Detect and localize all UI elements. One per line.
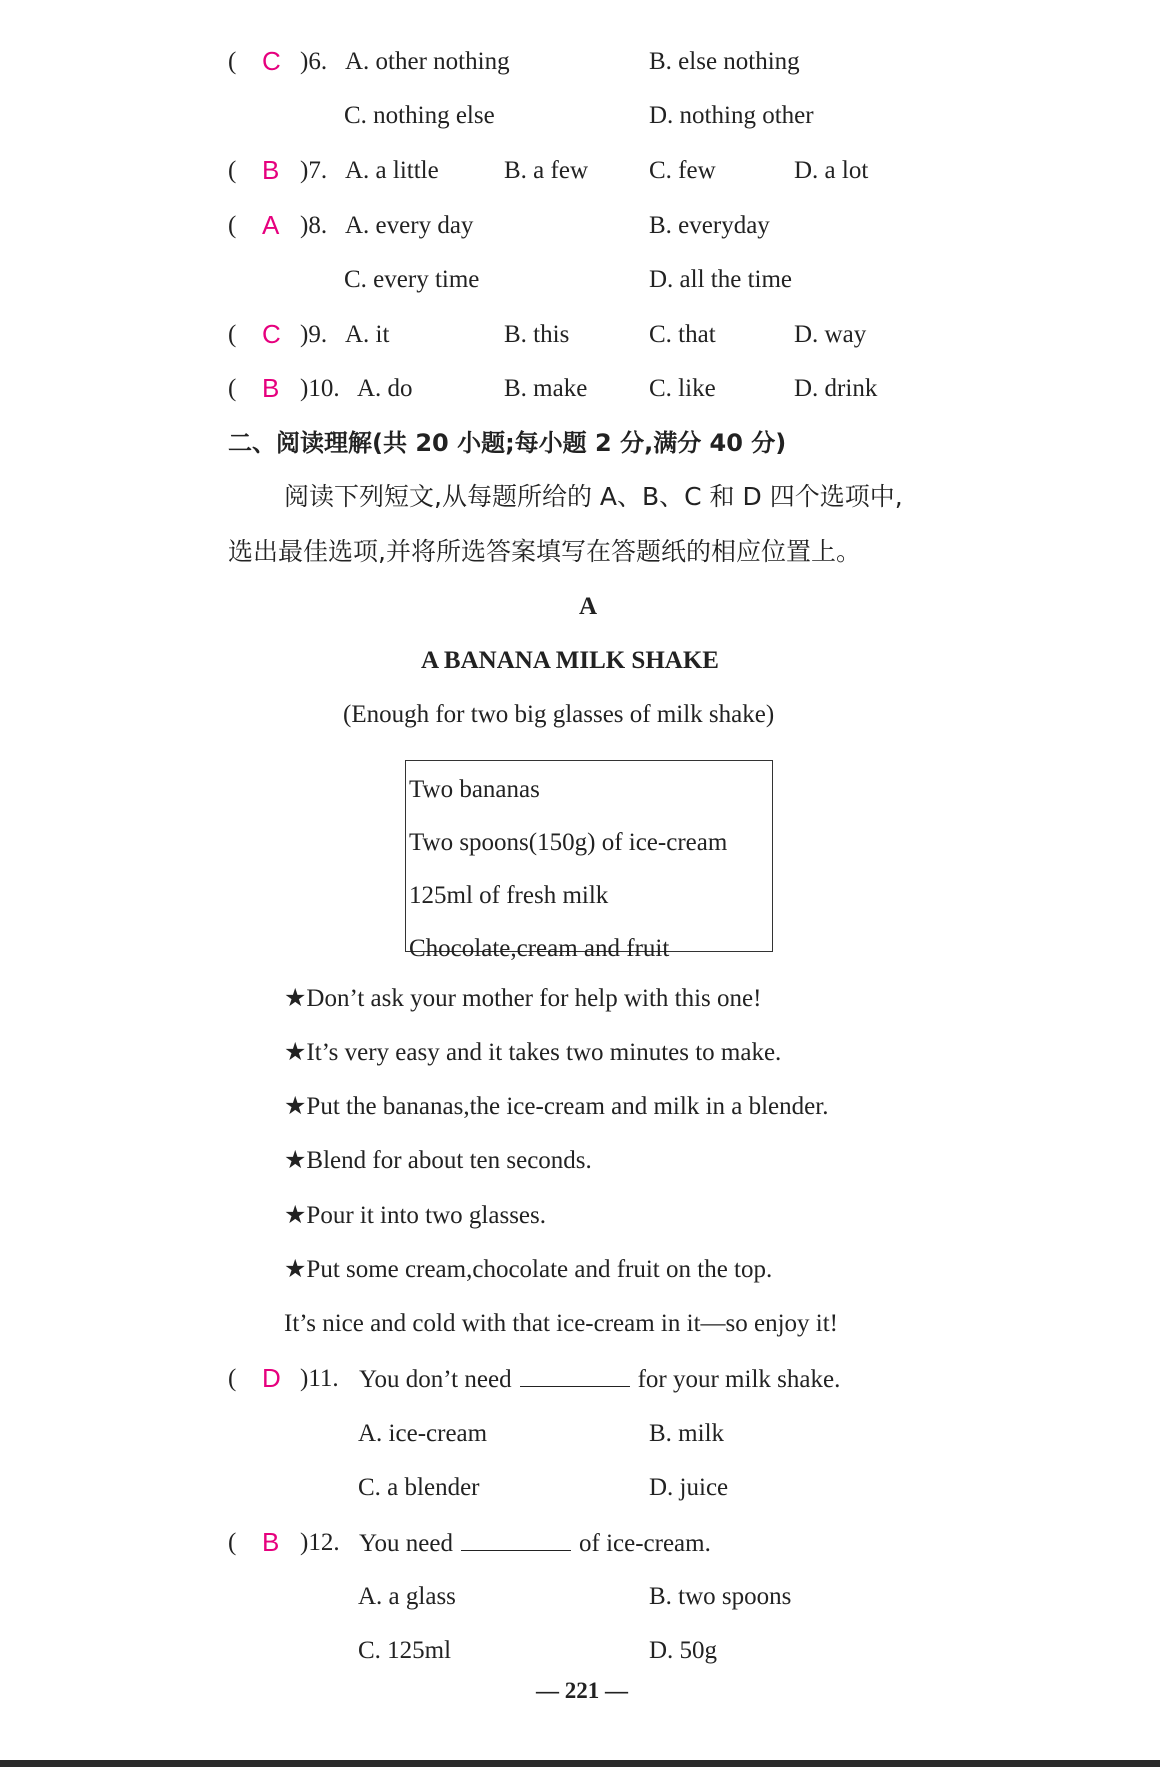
option-a: A. it bbox=[345, 321, 390, 348]
answer-paren-open: ( bbox=[228, 157, 237, 184]
question-number: )6. bbox=[300, 48, 328, 75]
ingredient-item: Two spoons(150g) of ice-cream bbox=[409, 829, 728, 856]
answer-paren-open: ( bbox=[228, 212, 237, 239]
option-c: C. a blender bbox=[358, 1474, 480, 1501]
instruction-line-1: 阅读下列短文,从每题所给的 A、B、C 和 D 四个选项中, bbox=[284, 482, 903, 511]
answer-mark: D bbox=[262, 1363, 281, 1393]
answer-paren-open: ( bbox=[228, 321, 237, 348]
option-c: C. that bbox=[649, 321, 716, 348]
option-d: D. a lot bbox=[794, 157, 869, 184]
answer-mark: A bbox=[262, 210, 280, 240]
answer-blank bbox=[461, 1528, 571, 1551]
answer-mark: B bbox=[262, 373, 280, 403]
stem-after: for your milk shake. bbox=[637, 1366, 841, 1393]
step-item: ★It’s very easy and it takes two minutes to make. bbox=[284, 1039, 782, 1066]
ingredient-item: Two bananas bbox=[409, 776, 540, 803]
passage-closing: It’s nice and cold with that ice-cream in it—so enjoy it! bbox=[284, 1310, 839, 1337]
question-number: )10. bbox=[300, 375, 340, 402]
option-d: D. drink bbox=[794, 375, 878, 402]
answer-blank bbox=[520, 1364, 630, 1387]
option-c: C. few bbox=[649, 157, 716, 184]
option-b: B. else nothing bbox=[649, 48, 800, 75]
ingredient-item: Chocolate,cream and fruit bbox=[409, 935, 670, 962]
question-number: )8. bbox=[300, 212, 328, 239]
stem-after: of ice-cream. bbox=[579, 1530, 711, 1557]
answer-paren-open: ( bbox=[228, 375, 237, 402]
option-b: B. two spoons bbox=[649, 1583, 792, 1610]
answer-paren-open: ( bbox=[228, 1529, 237, 1556]
bottom-edge-bar bbox=[0, 1760, 1160, 1767]
step-item: ★Blend for about ten seconds. bbox=[284, 1147, 592, 1174]
answer-paren-open: ( bbox=[228, 48, 237, 75]
option-a: A. a glass bbox=[358, 1583, 456, 1610]
answer-mark: C bbox=[262, 46, 281, 76]
option-a: A. every day bbox=[345, 212, 474, 239]
answer-paren-open: ( bbox=[228, 1365, 237, 1392]
option-b: B. milk bbox=[649, 1420, 725, 1447]
option-a: A. ice-cream bbox=[358, 1420, 488, 1447]
ingredient-item: 125ml of fresh milk bbox=[409, 882, 609, 909]
option-b: B. a few bbox=[504, 157, 588, 184]
question-number: )7. bbox=[300, 157, 328, 184]
answer-mark: C bbox=[262, 319, 281, 349]
step-item: ★Pour it into two glasses. bbox=[284, 1202, 546, 1229]
section-heading: 二、阅读理解(共 20 小题;每小题 2 分,满分 40 分) bbox=[228, 429, 787, 457]
answer-mark: B bbox=[262, 1527, 280, 1557]
option-d: D. nothing other bbox=[649, 102, 814, 129]
question-stem bbox=[359, 1528, 711, 1559]
question-number: )11. bbox=[300, 1365, 339, 1392]
page-number: — 221 — bbox=[536, 1678, 628, 1703]
step-item: ★Don’t ask your mother for help with this one! bbox=[284, 985, 762, 1012]
option-a: A. a little bbox=[345, 157, 439, 184]
passage-title: A BANANA MILK SHAKE bbox=[421, 647, 719, 674]
passage-subtitle: (Enough for two big glasses of milk shake) bbox=[343, 701, 775, 728]
question-number: )12. bbox=[300, 1529, 340, 1556]
option-b: B. everyday bbox=[649, 212, 770, 239]
option-c: C. 125ml bbox=[358, 1637, 452, 1664]
option-a: A. other nothing bbox=[345, 48, 510, 75]
stem-before: You need bbox=[359, 1530, 453, 1557]
option-b: B. make bbox=[504, 375, 588, 402]
instruction-line-2: 选出最佳选项,并将所选答案填写在答题纸的相应位置上。 bbox=[228, 537, 861, 566]
passage-letter: A bbox=[579, 593, 598, 620]
option-a: A. do bbox=[357, 375, 413, 402]
option-d: D. 50g bbox=[649, 1637, 718, 1664]
question-number: )9. bbox=[300, 321, 328, 348]
option-b: B. this bbox=[504, 321, 570, 348]
option-d: D. juice bbox=[649, 1474, 729, 1501]
question-stem bbox=[359, 1364, 840, 1395]
step-item: ★Put the bananas,the ice-cream and milk in a blender. bbox=[284, 1093, 829, 1120]
option-c: C. nothing else bbox=[344, 102, 495, 129]
option-d: D. way bbox=[794, 321, 867, 348]
step-item: ★Put some cream,chocolate and fruit on the top. bbox=[284, 1256, 773, 1283]
stem-before: You don’t need bbox=[359, 1366, 512, 1393]
option-c: C. like bbox=[649, 375, 716, 402]
ingredients-box bbox=[405, 760, 773, 962]
option-c: C. every time bbox=[344, 266, 480, 293]
option-d: D. all the time bbox=[649, 266, 793, 293]
answer-mark: B bbox=[262, 155, 280, 185]
